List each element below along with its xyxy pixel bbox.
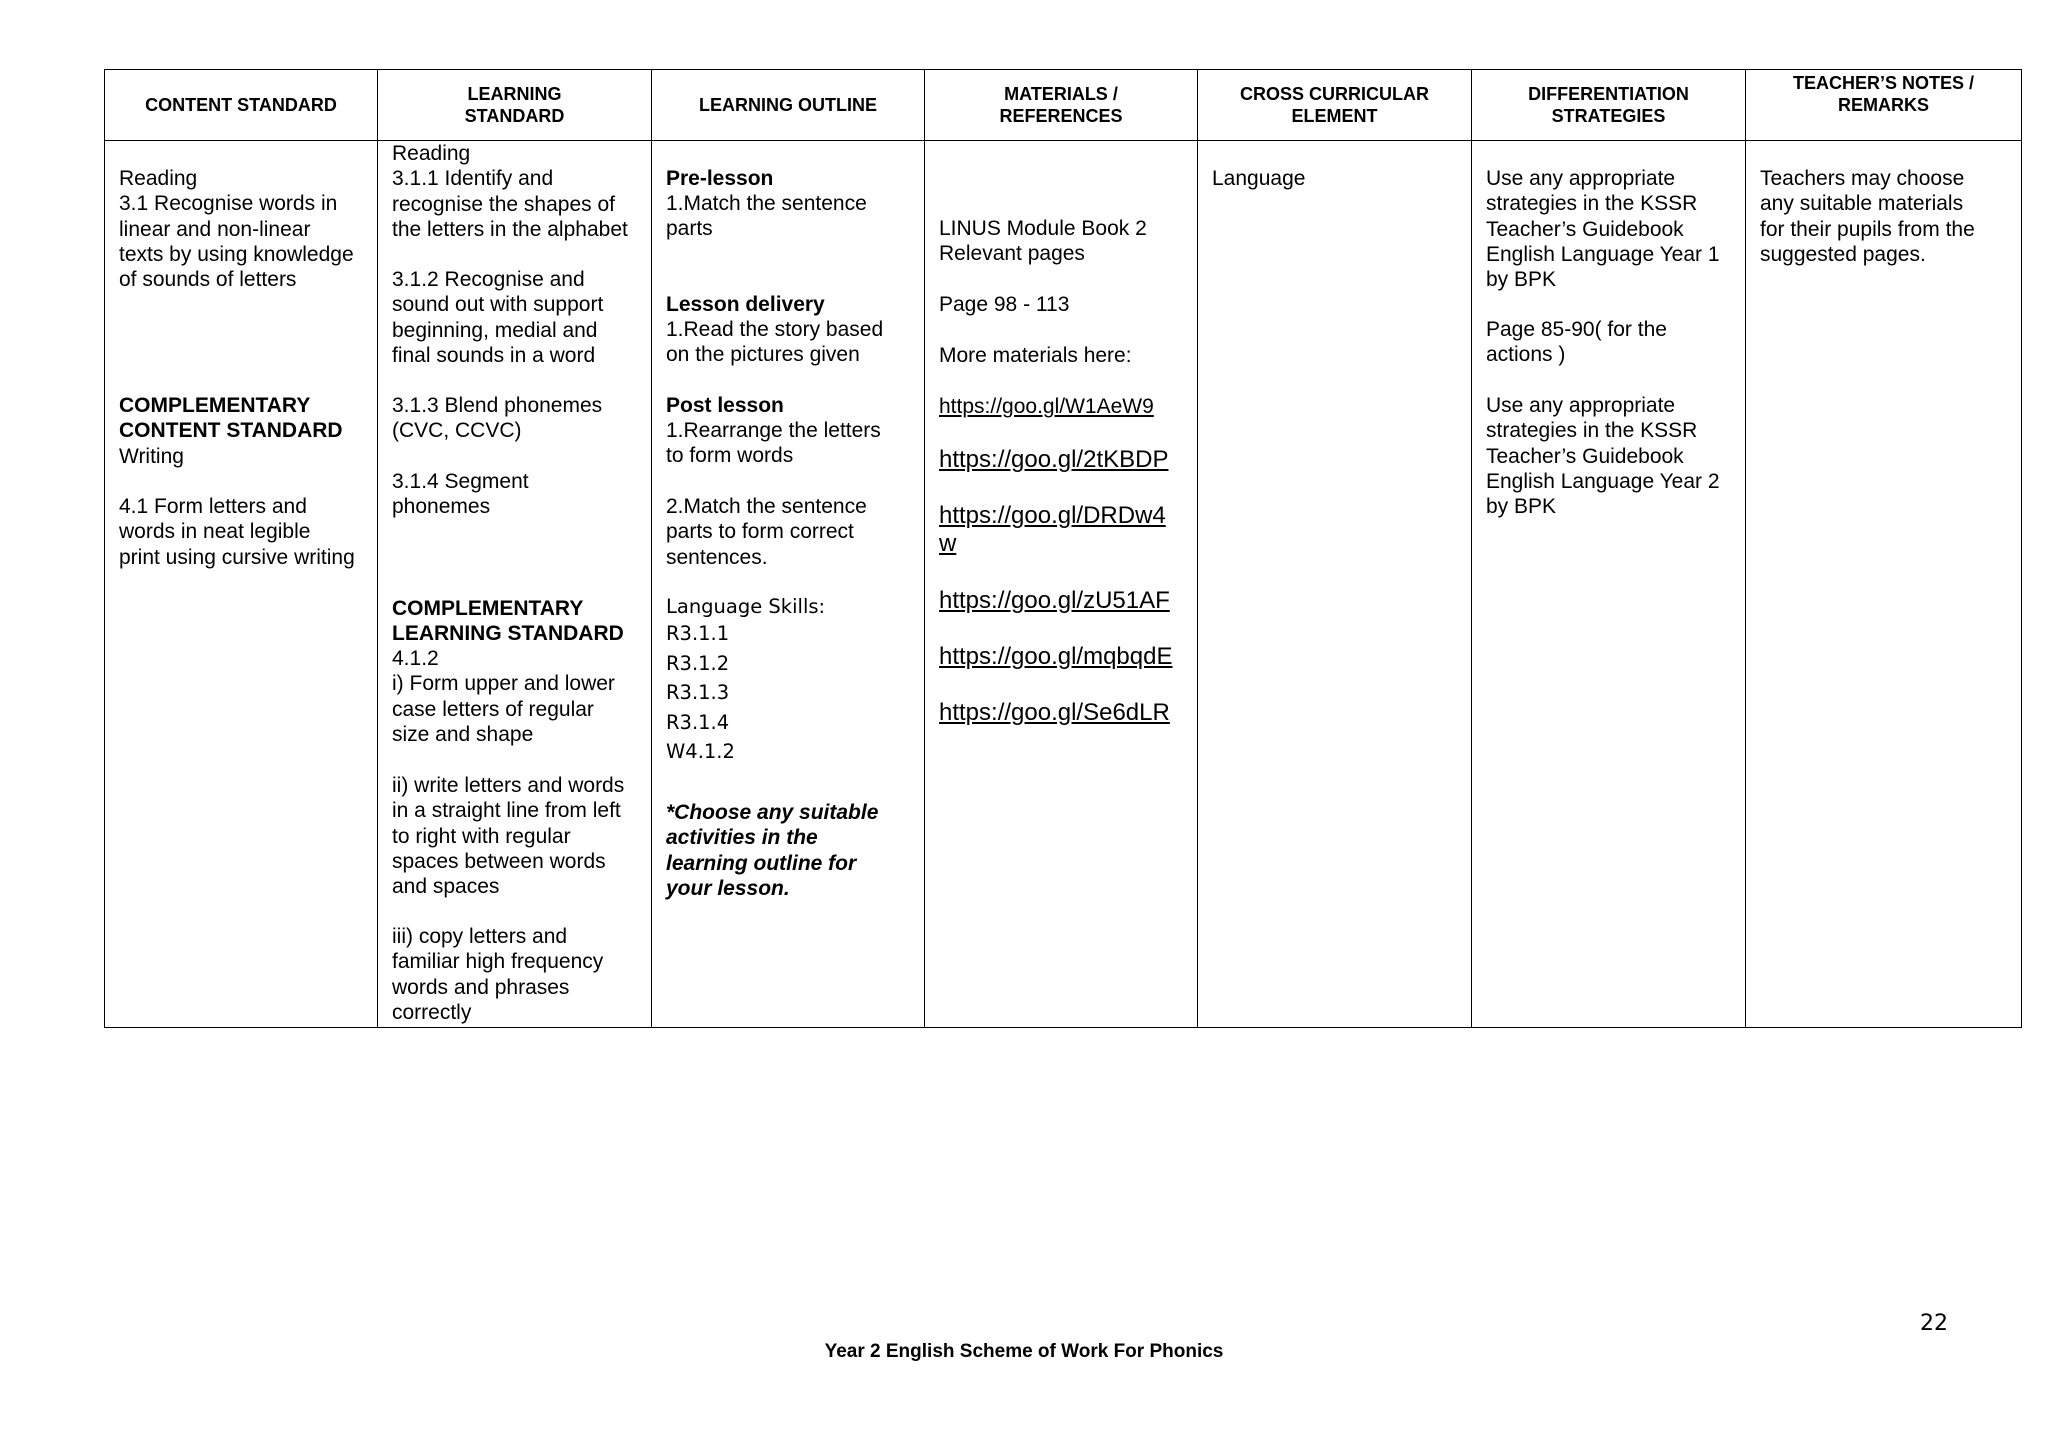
differentiation-year-1: Use any appropriate strategies in the KSSR Teacher’s Guidebook English Language Year 1 by BPK (1486, 167, 1720, 292)
reading-standard-text: Reading 3.1 Recognise words in linear and non-linear texts by using knowledge of sounds of letters (119, 167, 354, 292)
language-skills-list: R3.1.1 R3.1.2 R3.1.3 R3.1.4 W4.1.2 (666, 622, 735, 763)
post-lesson-heading: Post lesson (666, 394, 784, 417)
lesson-delivery-heading: Lesson delivery (666, 293, 825, 316)
materials-link-3[interactable]: https://goo.gl/DRDw4 w (939, 502, 1166, 557)
page-range: Page 98 - 113 (939, 293, 1070, 316)
learning-standard-4-1-2: 4.1.2 i) Form upper and lower case letters of regular size and shape (392, 647, 615, 746)
differentiation-year-2: Use any appropriate strategies in the KSSR Teacher’s Guidebook English Language Year 2 by BPK (1486, 394, 1720, 519)
learning-standard-3-1-1: Reading 3.1.1 Identify and recognise the shapes of the letters in the alphabet (392, 142, 628, 241)
header-row (105, 70, 2022, 141)
header-differentiation: DIFFERENTIATION STRATEGIES (1472, 70, 1746, 141)
post-lesson-text-2: 2.Match the sentence parts to form correct sentences. (666, 495, 867, 569)
more-materials-label: More materials here: (939, 344, 1132, 367)
header-learning-outline: LEARNING OUTLINE (652, 70, 925, 141)
differentiation-pages: Page 85-90( for the actions ) (1486, 318, 1667, 367)
cell-learning-standard (378, 141, 652, 1028)
pre-lesson-text: 1.Match the sentence parts (666, 192, 867, 241)
post-lesson-text-1: 1.Rearrange the letters to form words (666, 419, 881, 468)
header-content-standard: CONTENT STANDARD (105, 70, 378, 141)
lesson-delivery-text: 1.Read the story based on the pictures given (666, 318, 884, 367)
learning-standard-3-1-3: 3.1.3 Blend phonemes (CVC, CCVC) (392, 394, 603, 443)
cell-cross-curricular (1198, 141, 1472, 1028)
cross-curricular-text: Language (1212, 167, 1306, 190)
materials-link-5[interactable]: https://goo.gl/mqbqdE (939, 643, 1173, 670)
cell-teacher-notes (1746, 141, 2022, 1028)
materials-link-1[interactable]: https://goo.gl/W1AeW9 (939, 395, 1154, 418)
page-number: 22 (1920, 1311, 1948, 1336)
learning-standard-3-1-4: 3.1.4 Segment phonemes (392, 470, 529, 519)
learning-standard-3-1-2: 3.1.2 Recognise and sound out with support beginning, medial and final sounds in a word (392, 268, 604, 367)
page-footer: Year 2 English Scheme of Work For Phonics (824, 1341, 1224, 1362)
complementary-content-heading: COMPLEMENTARY CONTENT STANDARD (119, 394, 343, 443)
scheme-of-work-table (104, 69, 2022, 1028)
pre-lesson-heading: Pre-lesson (666, 167, 774, 190)
header-learning-standard: LEARNING STANDARD (378, 70, 652, 141)
cell-content-standard (105, 141, 378, 1028)
learning-standard-4-1-2-iii: iii) copy letters and familiar high frequency words and phrases correctly (392, 925, 604, 1024)
learning-standard-4-1-2-ii: ii) write letters and words in a straight line from left to right with regular spaces between words and spaces (392, 774, 625, 899)
content-row (105, 141, 2022, 1028)
teacher-notes-text: Teachers may choose any suitable materials for their pupils from the suggested pages. (1760, 167, 1975, 266)
writing-standard-text: 4.1 Form letters and words in neat legible print using cursive writing (119, 495, 355, 569)
header-materials: MATERIALS / REFERENCES (925, 70, 1198, 141)
lesson-note: *Choose any suitable activities in the learning outline for your lesson. (666, 801, 879, 900)
cell-materials (925, 141, 1198, 1028)
materials-link-2[interactable]: https://goo.gl/2tKBDP (939, 446, 1169, 473)
header-teacher-notes: TEACHER’S NOTES / REMARKS (1746, 70, 2022, 141)
header-cross-curricular: CROSS CURRICULAR ELEMENT (1198, 70, 1472, 141)
cell-differentiation (1472, 141, 1746, 1028)
language-skills-heading: Language Skills: (666, 595, 826, 618)
materials-link-4[interactable]: https://goo.gl/zU51AF (939, 587, 1170, 614)
complementary-learning-heading: COMPLEMENTARY LEARNING STANDARD (392, 597, 624, 646)
cell-learning-outline (652, 141, 925, 1028)
writing-label: Writing (119, 445, 184, 468)
materials-link-6[interactable]: https://goo.gl/Se6dLR (939, 699, 1170, 726)
linus-reference: LINUS Module Book 2 Relevant pages (939, 217, 1147, 266)
